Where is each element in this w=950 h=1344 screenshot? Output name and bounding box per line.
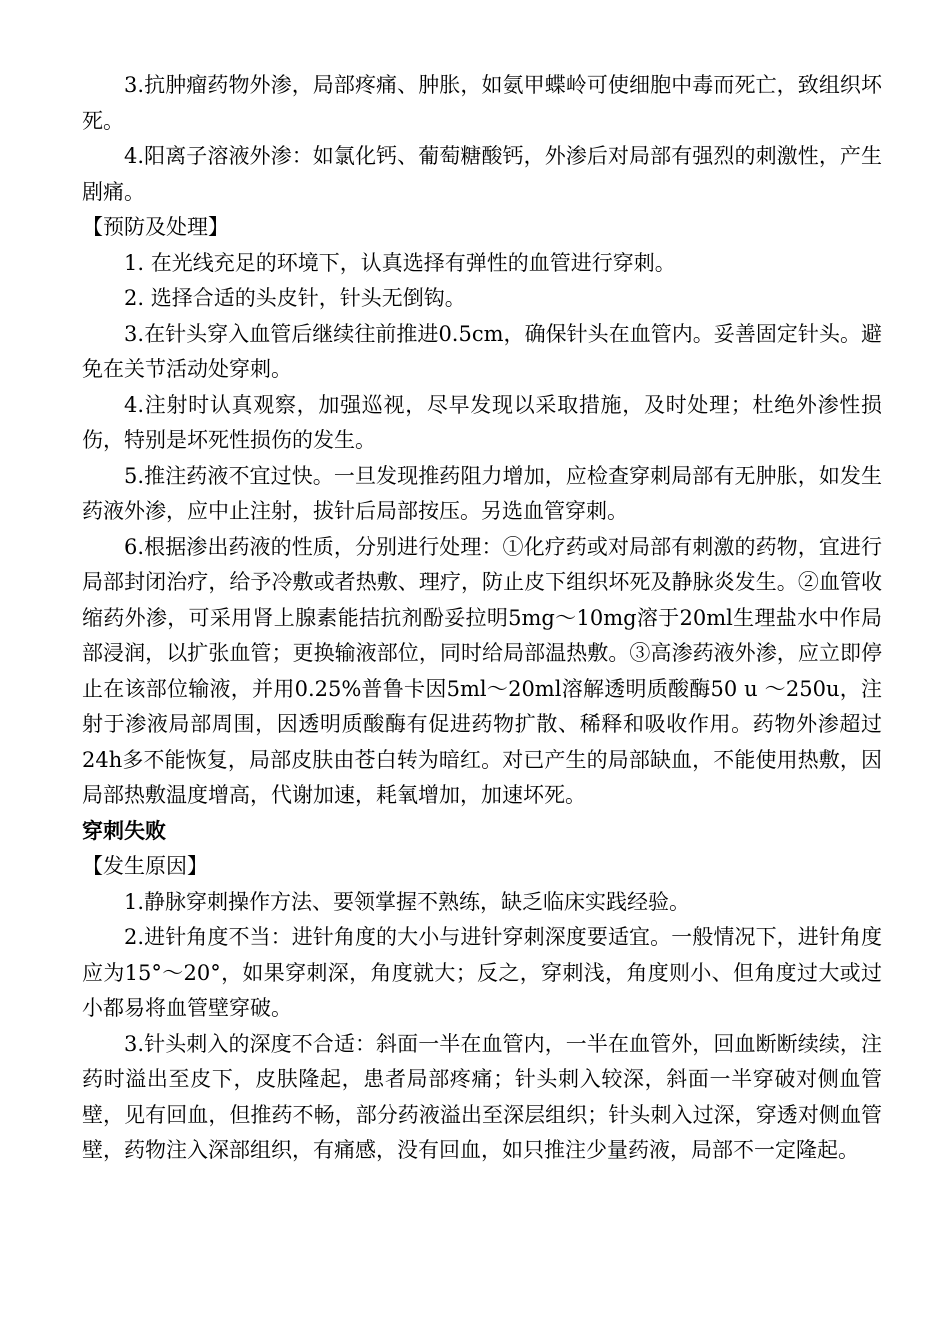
paragraph-prevention-1: 1. 在光线充足的环境下，认真选择有弹性的血管进行穿刺。: [124, 250, 676, 275]
document-page: [82, 68, 882, 1169]
paragraph-prevention-5: 5.推注药液不宜过快。一旦发现推药阻力增加，应检查穿刺局部有无肿胀，如发生药液外渗，应中止注射，拔针后局部按压。另选血管穿刺。: [82, 463, 882, 523]
heading-prevention-treatment: 【预防及处理】: [82, 215, 229, 239]
paragraph-cation-extravasation: 4.阳离子溶液外渗：如氯化钙、葡萄糖酸钙，外渗后对局部有强烈的刺激性，产生剧痛。: [82, 144, 882, 204]
section-title-puncture-failure: 穿刺失败: [82, 818, 166, 843]
paragraph-prevention-6: 6.根据渗出药液的性质，分别进行处理：①化疗药或对局部有刺激的药物，宜进行局部封闭治疗，给予冷敷或者热敷、理疗，防止皮下组织坏死及静脉炎发生。②血管收缩药外渗，可采用肾上腺素能拮抗剂酚妥拉明5mg～10mg溶于20ml生理盐水中作局部浸润，以扩张血管；更换输液部位，同时给局部温热敷。③高渗药液外渗，应立即停止在该部位输液，并用0.25%普鲁卡因5ml～20ml溶解透明质酸酶50 u ～250u，注射于渗液局部周围，因透明质酸酶有促进药物扩散、稀释和吸收作用。药物外渗超过24h多不能恢复，局部皮肤由苍白转为暗红。对已产生的局部缺血，不能使用热敷，因局部热敷温度增高，代谢加速，耗氧增加，加速坏死。: [82, 534, 882, 807]
paragraph-prevention-3: 3.在针头穿入血管后继续往前推进0.5cm，确保针头在血管内。妥善固定针头。避免在关节活动处穿刺。: [82, 321, 882, 381]
paragraph-cause-3: 3.针头刺入的深度不合适：斜面一半在血管内，一半在血管外，回血断断续续，注药时溢出至皮下，皮肤隆起，患者局部疼痛；针头刺入较深，斜面一半穿破对侧血管壁，见有回血，但推药不畅，部分药液溢出至深层组织；针头刺入过深，穿透对侧血管壁，药物注入深部组织，有痛感，没有回血，如只推注少量药液，局部不一定隆起。: [82, 1031, 882, 1162]
paragraph-cause-2: 2.进针角度不当：进针角度的大小与进针穿刺深度要适宜。一般情况下，进针角度应为15°～20°，如果穿刺深，角度就大；反之，穿刺浅，角度则小、但角度过大或过小都易将血管壁穿破。: [82, 925, 882, 1020]
paragraph-prevention-4: 4.注射时认真观察，加强巡视，尽早发现以采取措施，及时处理；杜绝外渗性损伤，特别是坏死性损伤的发生。: [82, 392, 882, 452]
paragraph-antitumor-extravasation: 3.抗肿瘤药物外渗，局部疼痛、肿胀，如氨甲蝶岭可使细胞中毒而死亡，致组织坏死。: [82, 73, 882, 133]
paragraph-prevention-2: 2. 选择合适的头皮针，针头无倒钩。: [124, 286, 466, 310]
paragraph-cause-1: 1.静脉穿刺操作方法、要领掌握不熟练，缺乏临床实践经验。: [124, 889, 691, 914]
heading-causes: 【发生原因】: [82, 854, 208, 878]
